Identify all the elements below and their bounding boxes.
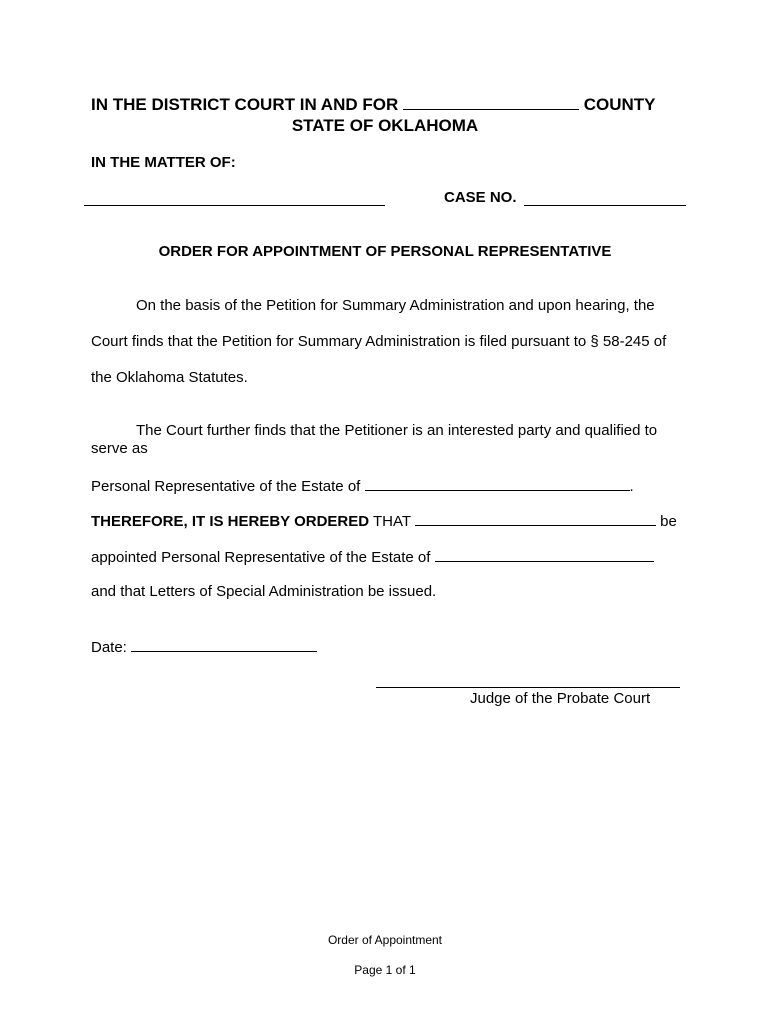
- matter-label: IN THE MATTER OF:: [91, 154, 236, 171]
- date-blank[interactable]: [131, 637, 317, 652]
- appointed-text: appointed Personal Representative of the Estate of: [91, 549, 431, 566]
- signature-line[interactable]: [376, 687, 680, 688]
- be-text: be: [660, 513, 677, 530]
- representative-name-blank[interactable]: [415, 511, 656, 526]
- order-title: ORDER FOR APPOINTMENT OF PERSONAL REPRESENTATIVE: [158, 243, 612, 260]
- that-text: THAT: [373, 513, 411, 530]
- case-no-label: CASE NO.: [444, 189, 517, 206]
- county-blank[interactable]: [403, 95, 579, 110]
- paragraph1-line3: the Oklahoma Statutes.: [91, 369, 248, 386]
- court-prefix: IN THE DISTRICT COURT IN AND FOR: [91, 95, 399, 114]
- case-no-blank[interactable]: [524, 205, 686, 206]
- estate-name-blank-2[interactable]: [435, 547, 654, 562]
- footer-doc-name: Order of Appointment: [327, 933, 443, 947]
- order-line1: [91, 511, 677, 530]
- matter-name-blank[interactable]: [84, 205, 385, 206]
- date-label: Date:: [91, 639, 127, 656]
- paragraph1-line2: Court finds that the Petition for Summary Administration is filed pursuant to § 58-245 of: [91, 333, 667, 350]
- therefore-ordered: THEREFORE, IT IS HEREBY ORDERED: [91, 513, 370, 530]
- paragraph2-line3: [91, 476, 634, 495]
- period: .: [629, 478, 634, 495]
- paragraph1-line1: On the basis of the Petition for Summary Administration and upon hearing, the: [136, 297, 655, 314]
- order-line2: [91, 547, 654, 566]
- estate-label: Personal Representative of the Estate of: [91, 478, 361, 495]
- date-line: [91, 637, 317, 656]
- order-line3: and that Letters of Special Administration be issued.: [91, 583, 437, 600]
- paragraph2-line2: serve as: [91, 440, 148, 457]
- signature-label: Judge of the Probate Court: [470, 690, 651, 707]
- court-suffix: COUNTY: [583, 95, 656, 114]
- paragraph2-line1: The Court further finds that the Petitioner is an interested party and qualified to: [136, 422, 658, 439]
- estate-name-blank[interactable]: [365, 476, 630, 491]
- court-heading: [91, 95, 656, 115]
- footer-page-number: Page 1 of 1: [354, 963, 416, 977]
- state-line: STATE OF OKLAHOMA: [291, 116, 479, 135]
